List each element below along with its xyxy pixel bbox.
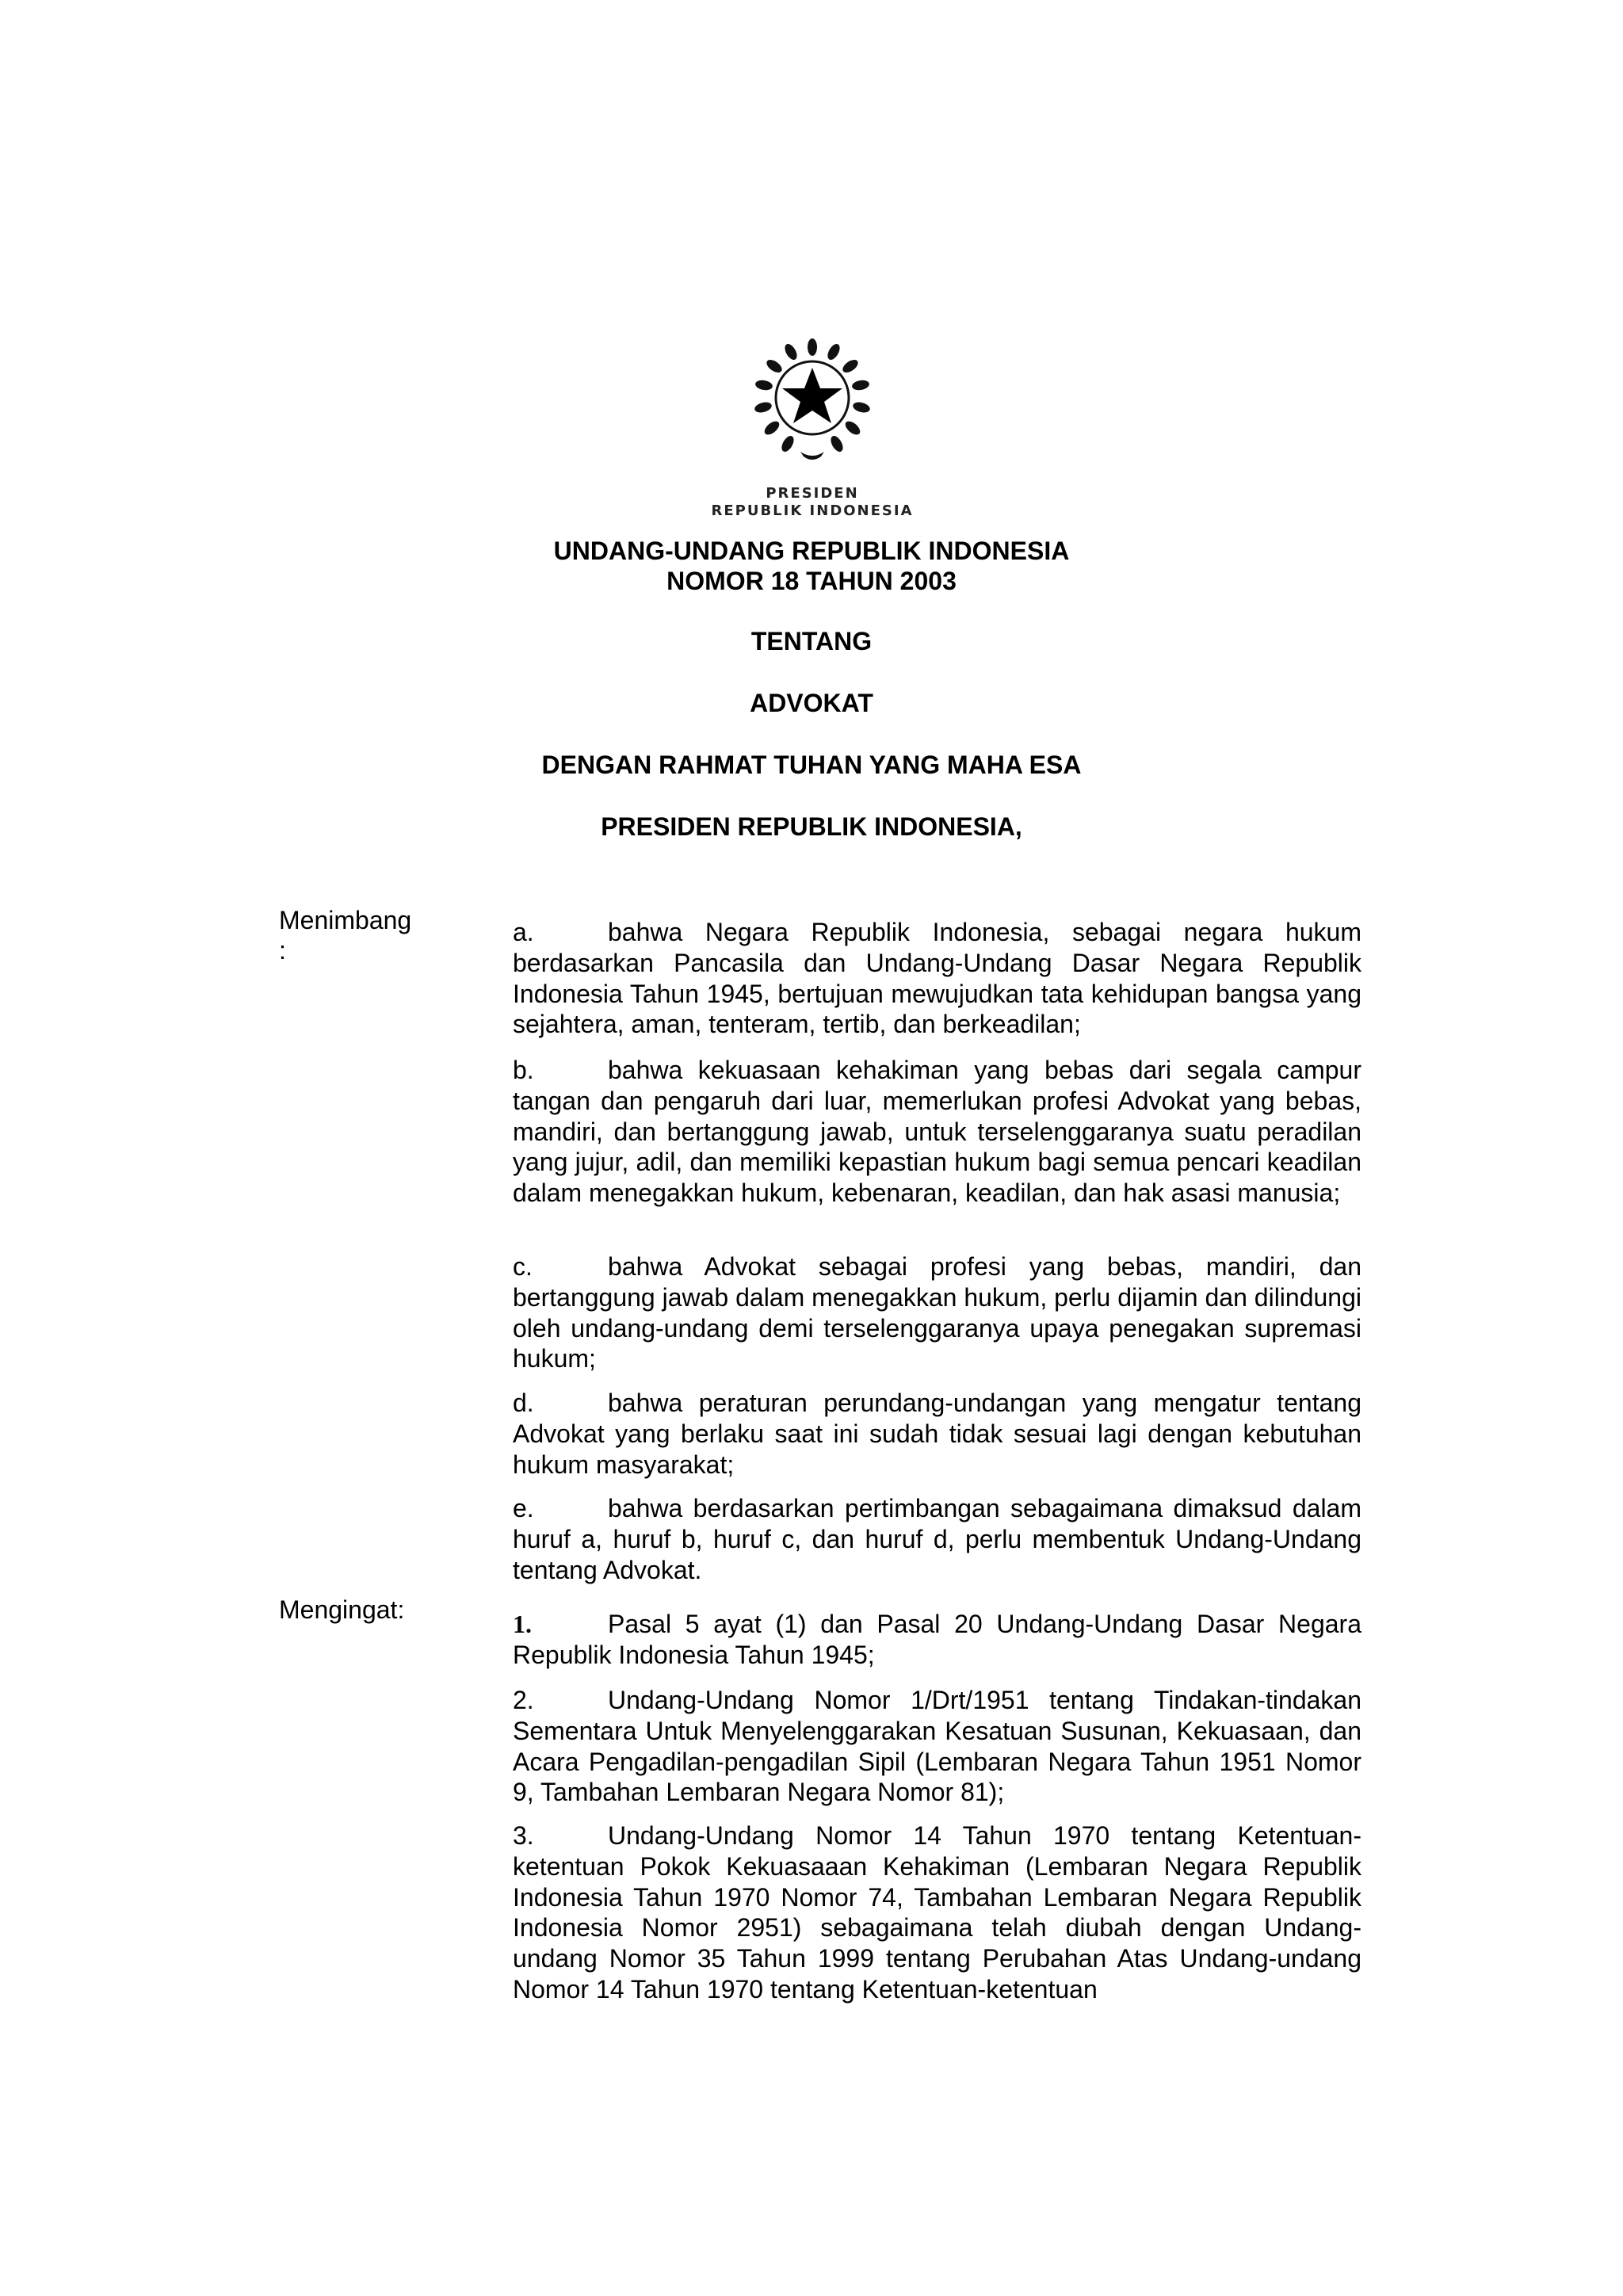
clause-text: Undang-Undang Nomor 14 Tahun 1970 tentang Ketentuan-ketentuan Pokok Kekuasaaan Kehakiman (Lembaran Negara Republik Indonesia Tahun 1970 Nomor 74, Tambahan Lembaran Negara Republik Indonesia Nomor 2951) sebagaimana telah diubah dengan Undang-undang Nomor 35 Tahun 1999 tentang Perubahan Atas Undang-undang Nomor 14 Tahun 1970 tentang Ketentuan-ketentuan <box>513 1821 1361 2004</box>
mengingat-item-1 <box>513 1609 1361 1671</box>
mengingat-label: Mengingat: <box>279 1595 405 1624</box>
subject-heading: ADVOKAT <box>750 689 873 717</box>
law-title-line1: UNDANG-UNDANG REPUBLIK INDONESIA <box>553 537 1070 565</box>
tentang-heading: TENTANG <box>750 627 873 655</box>
clause-number: 3. <box>513 1821 534 1850</box>
clause-number: d. <box>513 1389 534 1417</box>
menimbang-item-c <box>513 1251 1361 1374</box>
clause-text: Pasal 5 ayat (1) dan Pasal 20 Undang-Undang Dasar Negara Republik Indonesia Tahun 1945; <box>513 1610 1361 1669</box>
rahmat-heading: DENGAN RAHMAT TUHAN YANG MAHA ESA <box>541 751 1082 779</box>
law-title-line2: NOMOR 18 TAHUN 2003 <box>666 567 957 595</box>
menimbang-item-a <box>513 917 1361 1040</box>
clause-text: bahwa berdasarkan pertimbangan sebagaimana dimaksud dalam huruf a, huruf b, huruf c, dan huruf d, perlu membentuk Undang-Undang tentang Advokat. <box>513 1494 1361 1584</box>
clause-number: 1. <box>513 1610 532 1638</box>
clause-number: b. <box>513 1056 534 1084</box>
clause-number: c. <box>513 1252 533 1281</box>
mengingat-item-2 <box>513 1685 1361 1808</box>
clause-text: Undang-Undang Nomor 1/Drt/1951 tentang Tindakan-tindakan Sementara Untuk Menyelenggarakan Kesatuan Susunan, Kekuasaan, dan Acara Pengadilan-pengadilan Sipil (Lembaran Negara Tahun 1951 Nomor 9, Tambahan Lembaran Negara Nomor 81); <box>513 1686 1361 1807</box>
menimbang-item-e <box>513 1493 1361 1585</box>
clause-number: e. <box>513 1494 534 1522</box>
emblem-caption-line1: PRESIDEN <box>766 485 859 502</box>
mengingat-item-3 <box>513 1820 1361 2005</box>
emblem-caption <box>682 485 943 520</box>
clause-text: bahwa Advokat sebagai profesi yang bebas, mandiri, dan bertanggung jawab dalam menegakkan hukum, perlu dijamin dan dilindungi oleh undang-undang demi terselenggaranya upaya penegakan supremasi hukum; <box>513 1252 1361 1373</box>
clause-text: bahwa peraturan perundang-undangan yang mengatur tentang Advokat yang berlaku saat ini sudah tidak sesuai lagi dengan kebutuhan hukum masyarakat; <box>513 1389 1361 1479</box>
menimbang-item-b <box>513 1055 1361 1209</box>
presiden-heading: PRESIDEN REPUBLIK INDONESIA, <box>601 812 1022 841</box>
menimbang-item-d <box>513 1388 1361 1480</box>
clause-text: bahwa Negara Republik Indonesia, sebagai negara hukum berdasarkan Pancasila dan Undang-Undang Dasar Negara Republik Indonesia Tahun 1945, bertujuan mewujudkan tata kehidupan bangsa yang sejahtera, aman, tenteram, tertib, dan berkeadilan; <box>513 918 1361 1039</box>
presidential-star-emblem-icon <box>745 333 880 468</box>
clause-text: bahwa kekuasaan kehakiman yang bebas dari segala campur tangan dan pengaruh dari luar, memerlukan profesi Advokat yang bebas, mandiri, dan bertanggung jawab, untuk terselenggaranya suatu peradilan yang jujur, adil, dan memiliki kepastian hukum bagi semua pencari keadilan dalam menegakkan hukum, kebenaran, keadilan, dan hak asasi manusia; <box>513 1056 1361 1208</box>
emblem-caption-line2: REPUBLIK INDONESIA <box>711 502 914 519</box>
clause-number: 2. <box>513 1686 534 1714</box>
menimbang-label: Menimbang : <box>279 906 412 965</box>
clause-number: a. <box>513 918 534 946</box>
